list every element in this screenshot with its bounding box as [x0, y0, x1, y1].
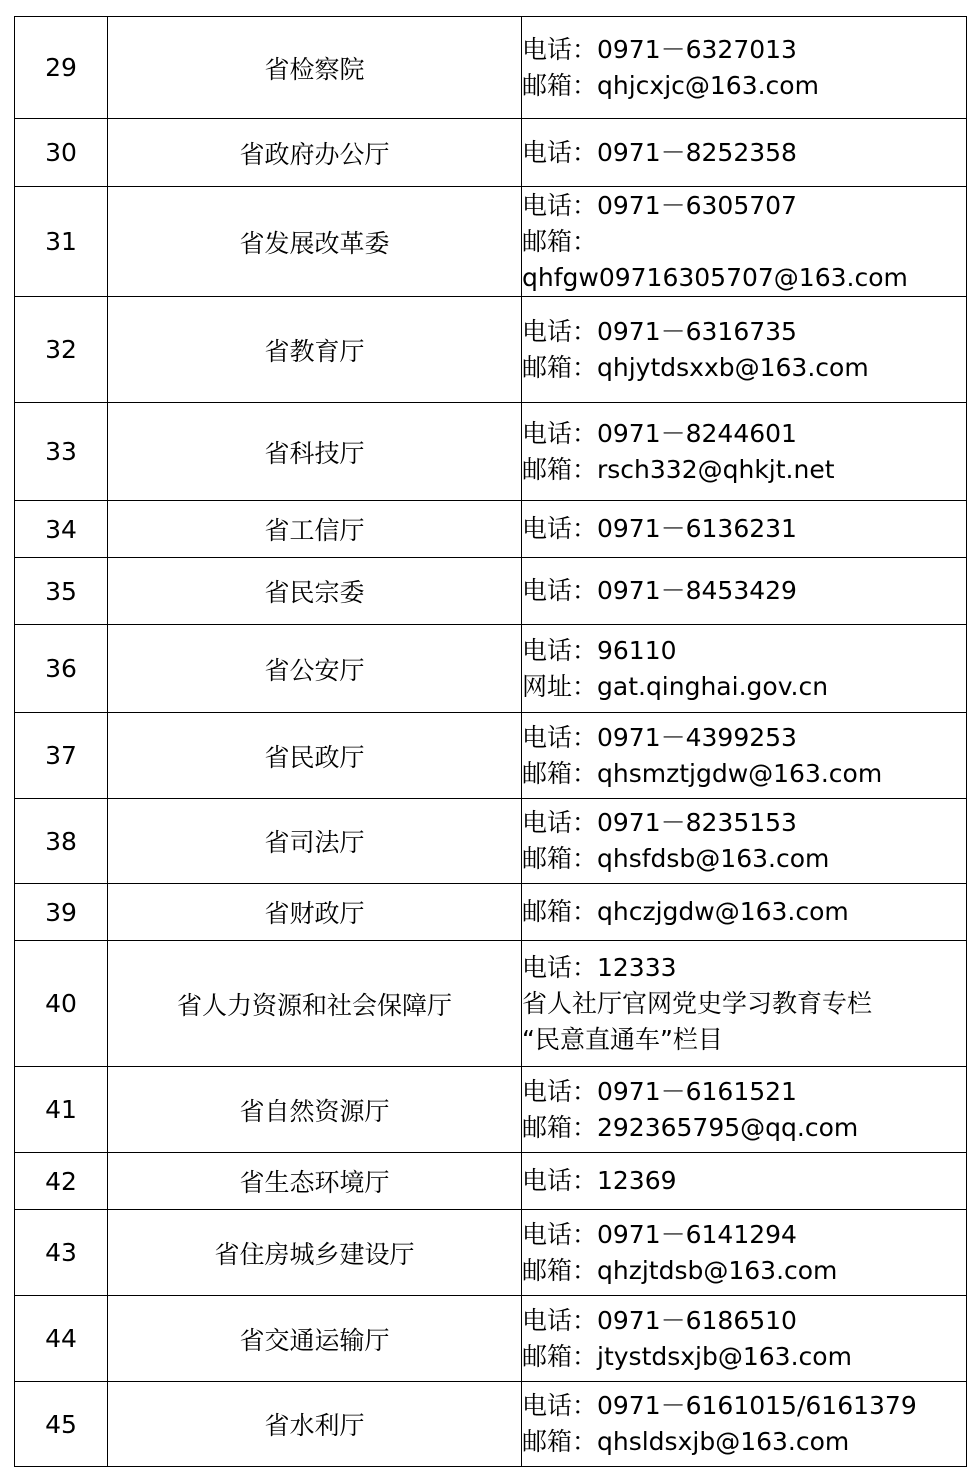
row-number: 33 — [15, 403, 108, 501]
department-name: 省民政厅 — [108, 713, 522, 799]
contact-line: 邮箱：qhsmztjgdw@163.com — [522, 758, 883, 788]
contact-info — [522, 884, 967, 941]
contact-info — [522, 1153, 967, 1210]
row-number: 34 — [15, 501, 108, 558]
contact-line: 电话：0971－6161521 — [522, 1076, 797, 1106]
row-number: 29 — [15, 17, 108, 119]
contact-info — [522, 297, 967, 403]
contact-info — [522, 187, 967, 297]
contact-line: 邮箱：292365795@qq.com — [522, 1112, 859, 1142]
table-row — [15, 297, 967, 403]
contact-line: 电话：0971－6161015/6161379 — [522, 1391, 917, 1420]
contact-line: 电话：96110 — [522, 635, 677, 665]
contact-line: 邮箱：qhczjgdw@163.com — [522, 897, 849, 926]
department-name: 省人力资源和社会保障厅 — [108, 941, 522, 1067]
table-row — [15, 625, 967, 713]
contact-table-body — [15, 17, 967, 1467]
contact-info — [522, 941, 967, 1067]
contact-line: 省人社厅官网党史学习教育专栏 — [522, 988, 873, 1018]
contact-line: 电话：0971－4399253 — [522, 722, 797, 752]
contact-line: 电话：0971－6327013 — [522, 34, 797, 64]
department-name: 省教育厅 — [108, 297, 522, 403]
row-number: 38 — [15, 799, 108, 884]
row-number: 40 — [15, 941, 108, 1067]
table-row — [15, 799, 967, 884]
department-name: 省科技厅 — [108, 403, 522, 501]
contact-line: 邮箱：qhjytdsxxb@163.com — [522, 352, 869, 382]
contact-line: 电话：0971－8453429 — [522, 576, 797, 605]
contact-info — [522, 1296, 967, 1382]
department-name: 省司法厅 — [108, 799, 522, 884]
department-name: 省公安厅 — [108, 625, 522, 713]
row-number: 37 — [15, 713, 108, 799]
department-name: 省发展改革委 — [108, 187, 522, 297]
table-row — [15, 1382, 967, 1467]
contact-info — [522, 558, 967, 625]
row-number: 42 — [15, 1153, 108, 1210]
contact-line: 邮箱：qhzjtdsb@163.com — [522, 1255, 838, 1285]
table-row — [15, 1296, 967, 1382]
contact-line: 电话：0971－6186510 — [522, 1305, 797, 1335]
contact-line: 邮箱：qhsfdsb@163.com — [522, 844, 830, 873]
table-row — [15, 1067, 967, 1153]
contact-line: 邮箱：qhjcxjc@163.com — [522, 70, 819, 100]
table-row — [15, 884, 967, 941]
table-row — [15, 713, 967, 799]
table-row — [15, 941, 967, 1067]
row-number: 45 — [15, 1382, 108, 1467]
contact-info — [522, 119, 967, 187]
table-row — [15, 558, 967, 625]
department-name: 省财政厅 — [108, 884, 522, 941]
table-row — [15, 17, 967, 119]
contact-line: 网址：gat.qinghai.gov.cn — [522, 671, 829, 701]
contact-line: 电话：12333 — [522, 952, 677, 982]
department-name: 省自然资源厅 — [108, 1067, 522, 1153]
contact-line: 邮箱： — [522, 226, 598, 256]
department-name: 省检察院 — [108, 17, 522, 119]
contact-line: 电话：12369 — [522, 1166, 677, 1195]
row-number: 31 — [15, 187, 108, 297]
table-row — [15, 501, 967, 558]
department-name: 省水利厅 — [108, 1382, 522, 1467]
row-number: 39 — [15, 884, 108, 941]
table-row — [15, 187, 967, 297]
row-number: 35 — [15, 558, 108, 625]
contact-line: 邮箱：rsch332@qhkjt.net — [522, 454, 835, 484]
table-row — [15, 1210, 967, 1296]
department-name: 省住房城乡建设厅 — [108, 1210, 522, 1296]
row-number: 41 — [15, 1067, 108, 1153]
row-number: 36 — [15, 625, 108, 713]
contact-line: 电话：0971－6316735 — [522, 316, 797, 346]
contact-line: qhfgw09716305707@163.com — [522, 262, 908, 292]
table-row — [15, 1153, 967, 1210]
contact-line: 电话：0971－6141294 — [522, 1219, 797, 1249]
row-number: 32 — [15, 297, 108, 403]
department-name: 省交通运输厅 — [108, 1296, 522, 1382]
contact-info — [522, 1067, 967, 1153]
contact-line: “民意直通车”栏目 — [522, 1024, 723, 1054]
contact-info — [522, 403, 967, 501]
contact-info — [522, 1382, 967, 1467]
contact-info — [522, 625, 967, 713]
row-number: 44 — [15, 1296, 108, 1382]
department-name: 省工信厅 — [108, 501, 522, 558]
department-name: 省民宗委 — [108, 558, 522, 625]
contact-line: 电话：0971－8252358 — [522, 137, 797, 167]
department-name: 省生态环境厅 — [108, 1153, 522, 1210]
contact-line: 电话：0971－6136231 — [522, 514, 797, 543]
contact-table — [14, 16, 967, 1467]
contact-info — [522, 501, 967, 558]
row-number: 30 — [15, 119, 108, 187]
row-number: 43 — [15, 1210, 108, 1296]
contact-line: 电话：0971－6305707 — [522, 190, 797, 220]
table-row — [15, 119, 967, 187]
contact-line: 电话：0971－8235153 — [522, 808, 797, 837]
contact-line: 邮箱：jtystdsxjb@163.com — [522, 1341, 852, 1371]
contact-info — [522, 799, 967, 884]
contact-line: 邮箱：qhsldsxjb@163.com — [522, 1427, 850, 1456]
table-row — [15, 403, 967, 501]
contact-line: 电话：0971－8244601 — [522, 418, 797, 448]
contact-info — [522, 713, 967, 799]
contact-info — [522, 17, 967, 119]
contact-info — [522, 1210, 967, 1296]
department-name: 省政府办公厅 — [108, 119, 522, 187]
